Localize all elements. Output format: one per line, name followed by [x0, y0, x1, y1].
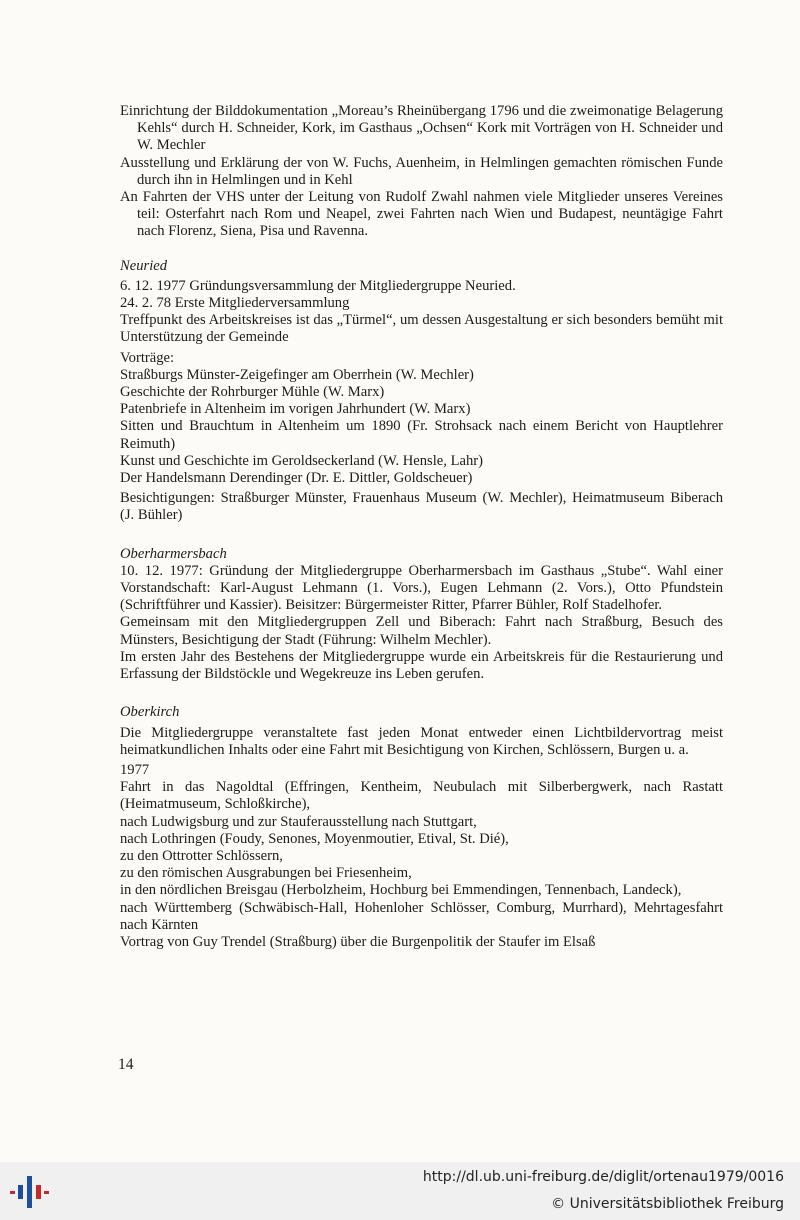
- footer-url-link[interactable]: http://dl.ub.uni-freiburg.de/diglit/ortenau1979/0016: [422, 1169, 784, 1185]
- oberkirch-line-5: zu den römischen Ausgrabungen bei Friesenheim,: [120, 865, 412, 882]
- section-heading-neuried: Neuried: [120, 257, 168, 274]
- neuried-vortrag-6: Der Handelsmann Derendinger (Dr. E. Dittler, Goldscheuer): [120, 470, 473, 487]
- section-heading-oberharmersbach: Oberharmersbach: [120, 545, 227, 562]
- oberkirch-intro: Die Mitgliedergruppe veranstaltete fast jeden Monat entweder einen Lichtbildervortrag meist heimatkundlichen Inhalts oder eine Fahrt mit Besichtigung von Kirchen, Schlössern, Burgen u. a.: [120, 724, 723, 758]
- oberkirch-line-6: in den nördlichen Breisgau (Herbolzheim, Hochburg bei Emmendingen, Tennenbach, Landeck),: [120, 882, 682, 899]
- library-logo-icon: [10, 1172, 50, 1212]
- neuried-vortrag-5: Kunst und Geschichte im Geroldseckerland (W. Hensle, Lahr): [120, 452, 483, 469]
- intro-entry-1: Einrichtung der Bilddokumentation „Moreau’s Rheinübergang 1796 und die zweimonatige Belagerung Kehls“ durch H. Schneider, Kork, im Gasthaus „Ochsen“ Kork mit Vorträgen von H. Schneider und W. Mechler: [120, 103, 723, 154]
- oberharmersbach-para-1: 10. 12. 1977: Gründung der Mitgliedergruppe Oberharmersbach im Gasthaus „Stube“. Wahl einer Vorstandschaft: Karl-August Lehmann (1. Vors.), Eugen Lehmann (2. Vors.), Otto Pfundstein (Schriftführer und Kassier). Beisitzer: Bürgermeister Ritter, Pfarrer Bühler, Rolf Stadelhofer.: [120, 562, 723, 614]
- intro-entry-3: An Fahrten der VHS unter der Leitung von Rudolf Zwahl nahmen viele Mitglieder unseres Vereines teil: Osterfahrt nach Rom und Neapel, zwei Fahrten nach Wien und Budapest, neuntägige Fahrt nach Florenz, Siena, Pisa und Ravenna.: [120, 189, 723, 240]
- oberharmersbach-para-3: Im ersten Jahr des Bestehens der Mitgliedergruppe wurde ein Arbeitskreis für die Restaurierung und Erfassung der Bildstöckle und Wegekreuze ins Leben gerufen.: [120, 648, 723, 683]
- neuried-vortrag-4: Sitten und Brauchtum in Altenheim um 1890 (Fr. Strohsack nach einem Bericht von Hauptlehrer Reimuth): [120, 418, 723, 452]
- oberkirch-line-3: nach Lothringen (Foudy, Senones, Moyenmoutier, Etival, St. Dié),: [120, 830, 509, 847]
- intro-entry-2: Ausstellung und Erklärung der von W. Fuchs, Auenheim, in Helmlingen gemachten römischen Funde durch ihn in Helmlingen und in Kehl: [120, 154, 723, 188]
- neuried-vortrag-3: Patenbriefe in Altenheim im vorigen Jahrhundert (W. Marx): [120, 401, 471, 418]
- oberkirch-line-4: zu den Ottrotter Schlössern,: [120, 847, 283, 864]
- oberkirch-line-1: Fahrt in das Nagoldtal (Effringen, Kentheim, Neubulach mit Silberbergwerk, nach Rastatt (Heimatmuseum, Schloßkirche),: [120, 779, 723, 813]
- oberharmersbach-para-2: Gemeinsam mit den Mitgliedergruppen Zell und Biberach: Fahrt nach Straßburg, Besuch des Münsters, Besichtigung der Stadt (Führung: Wilhelm Mechler).: [120, 614, 723, 648]
- neuried-vortrag-2: Geschichte der Rohrburger Mühle (W. Marx): [120, 384, 385, 401]
- oberkirch-line-7: nach Württemberg (Schwäbisch-Hall, Hohenloher Schlösser, Comburg, Murrhard), Mehrtagesfahrt nach Kärnten: [120, 899, 723, 933]
- footer-bar: [0, 1162, 800, 1220]
- neuried-line-1: 6. 12. 1977 Gründungsversammlung der Mitgliedergruppe Neuried.: [120, 277, 516, 294]
- footer-copyright: © Universitätsbibliothek Freiburg: [551, 1196, 784, 1212]
- oberkirch-line-8: Vortrag von Guy Trendel (Straßburg) über die Burgenpolitik der Staufer im Elsaß: [120, 933, 596, 950]
- oberkirch-year: 1977: [120, 761, 150, 778]
- neuried-besichtigungen: Besichtigungen: Straßburger Münster, Frauenhaus Museum (W. Mechler), Heimatmuseum Biberach (J. Bühler): [120, 490, 723, 524]
- neuried-vortrag-1: Straßburgs Münster-Zeigefinger am Oberrhein (W. Mechler): [120, 366, 474, 383]
- page-number: 14: [118, 1056, 134, 1073]
- page-text: [120, 103, 723, 951]
- neuried-line-2: 24. 2. 78 Erste Mitgliederversammlung: [120, 295, 350, 312]
- neuried-vortraege-label: Vorträge:: [120, 349, 175, 366]
- section-heading-oberkirch: Oberkirch: [120, 704, 180, 721]
- neuried-treffpunkt: Treffpunkt des Arbeitskreises ist das „Türmel“, um dessen Ausgestaltung er sich besonders bemüht mit Unterstützung der Gemeinde: [120, 312, 723, 346]
- oberkirch-line-2: nach Ludwigsburg und zur Stauferausstellung nach Stuttgart,: [120, 813, 477, 830]
